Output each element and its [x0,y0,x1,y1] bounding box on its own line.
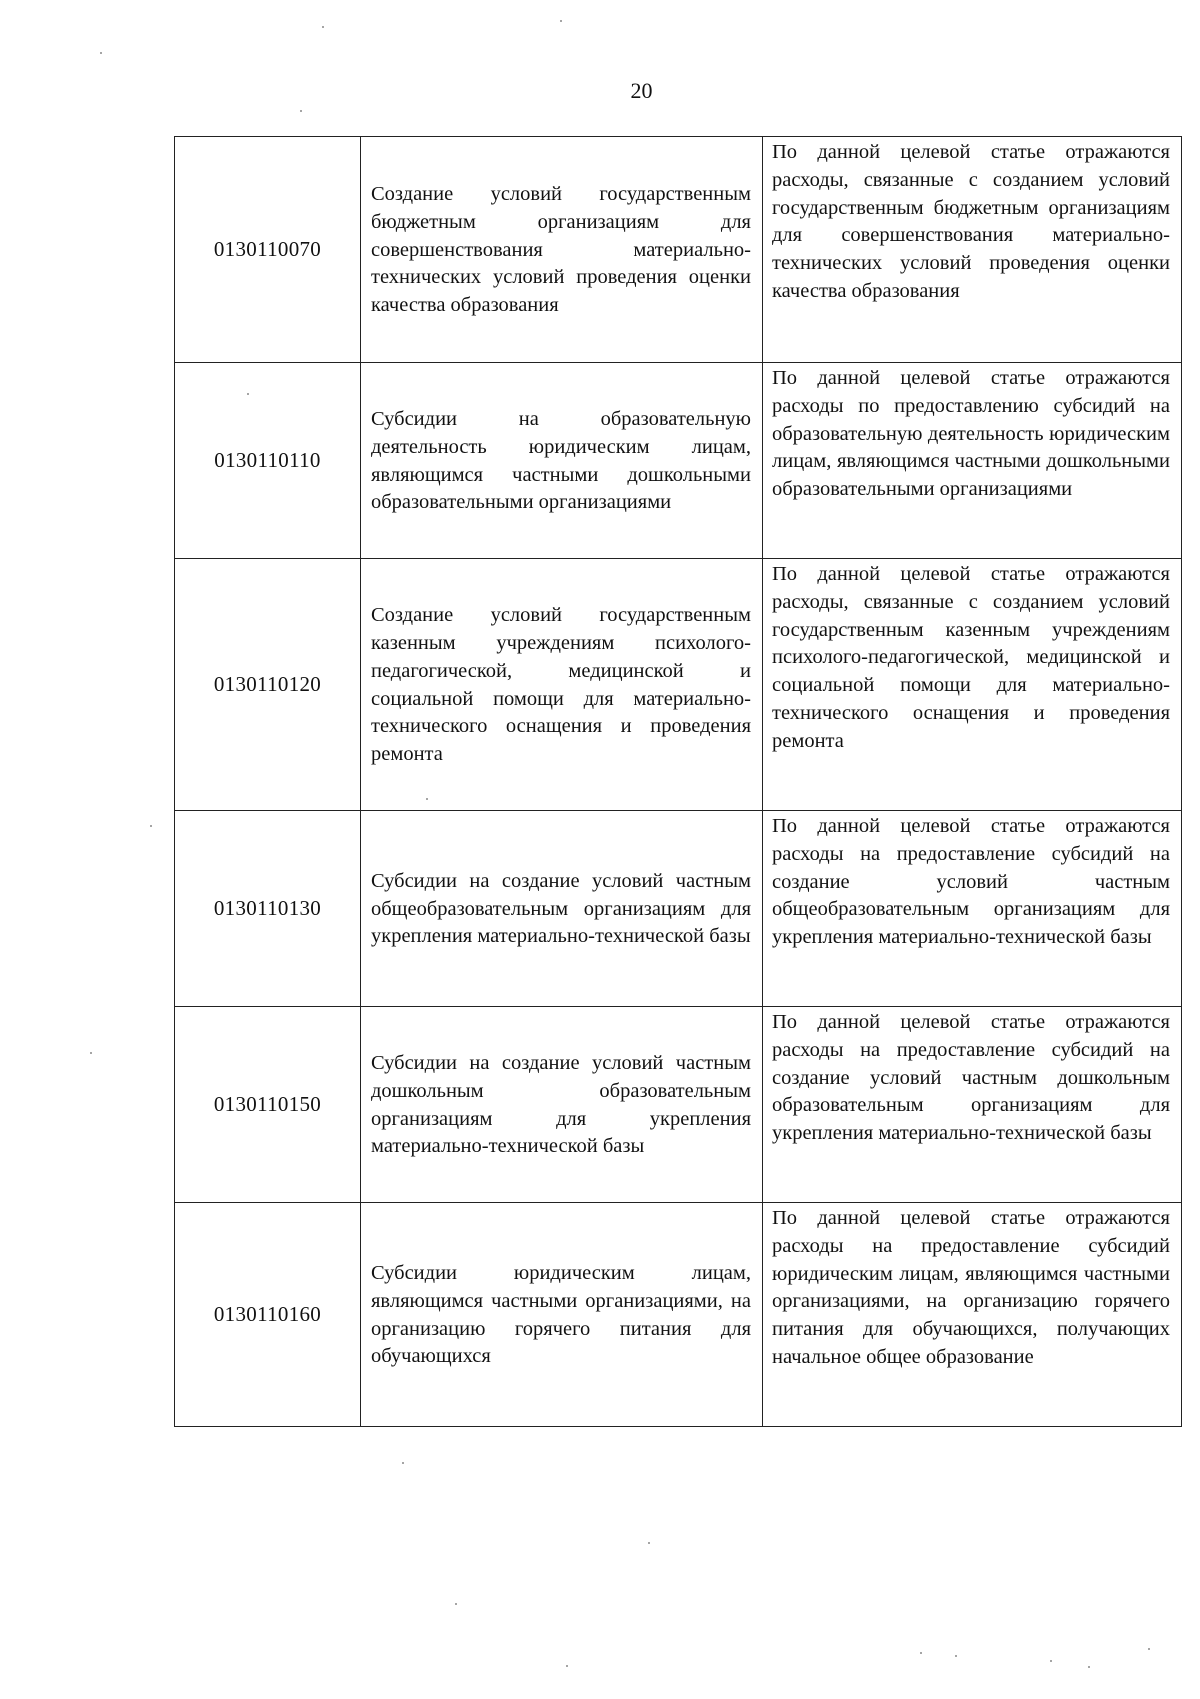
target-article-name: Субсидии на создание условий частным общеобразовательным организациям для укрепления материально-технической базы [361,811,763,1007]
target-article-code: 0130110070 [175,137,361,363]
scan-speck [1088,1666,1090,1668]
scan-speck [322,26,324,28]
target-article-description: По данной целевой статье отражаются расходы на предоставление субсидий на создание условий частным дошкольным образовательным организациям для укрепления материально-технической базы [763,1007,1182,1203]
scan-speck [247,393,249,395]
target-article-code: 0130110120 [175,559,361,811]
scan-speck [100,52,102,54]
table-row [175,559,1182,811]
scan-speck [955,1655,957,1657]
scan-speck [90,1052,92,1054]
target-article-description: По данной целевой статье отражаются расходы по предоставлению субсидий на образовательную деятельность юридическим лицам, являющимся частными дошкольными образовательными организациями [763,363,1182,559]
scan-speck [300,110,302,112]
table-row [175,1203,1182,1427]
scan-speck [150,825,152,827]
target-article-description: По данной целевой статье отражаются расходы на предоставление субсидий на создание условий частным общеобразовательным организациям для укрепления материально-технической базы [763,811,1182,1007]
scan-speck [426,798,428,800]
scan-speck [402,1462,404,1464]
scan-speck [1050,1660,1052,1662]
target-articles-table [174,136,1182,1427]
table-row [175,363,1182,559]
target-article-code: 0130110130 [175,811,361,1007]
target-article-code: 0130110160 [175,1203,361,1427]
target-article-name: Субсидии на образовательную деятельность юридическим лицам, являющимся частными дошкольными образовательными организациями [361,363,763,559]
target-article-name: Создание условий государственным бюджетным организациям для совершенствования материально-технических условий проведения оценки качества образования [361,137,763,363]
scan-speck [560,20,562,22]
scan-speck [455,1603,457,1605]
target-article-name: Субсидии юридическим лицам, являющимся частными организациями, на организацию горячего питания для обучающихся [361,1203,763,1427]
page-number: 20 [630,78,653,103]
table-row [175,1007,1182,1203]
scan-speck [648,1542,650,1544]
target-article-code: 0130110110 [175,363,361,559]
target-article-description: По данной целевой статье отражаются расходы на предоставление субсидий юридическим лицам, являющимся частными организациями, на организацию горячего питания для обучающихся, получающих начальное общее образование [763,1203,1182,1427]
table-row [175,811,1182,1007]
target-article-name: Субсидии на создание условий частным дошкольным образовательным организациям для укрепления материально-технической базы [361,1007,763,1203]
scan-speck [566,1665,568,1667]
table-row [175,137,1182,363]
target-article-code: 0130110150 [175,1007,361,1203]
target-article-description: По данной целевой статье отражаются расходы, связанные с созданием условий государственным бюджетным организациям для совершенствования материально-технических условий проведения оценки качества образования [763,137,1182,363]
target-article-description: По данной целевой статье отражаются расходы, связанные с созданием условий государственным казенным учреждениям психолого-педагогической, медицинской и социальной помощи для материально-технического оснащения и проведения ремонта [763,559,1182,811]
scan-speck [1148,1648,1150,1650]
target-article-name: Создание условий государственным казенным учреждениям психолого-педагогической, медицинской и социальной помощи для материально-технического оснащения и проведения ремонта [361,559,763,811]
scan-speck [920,1652,922,1654]
